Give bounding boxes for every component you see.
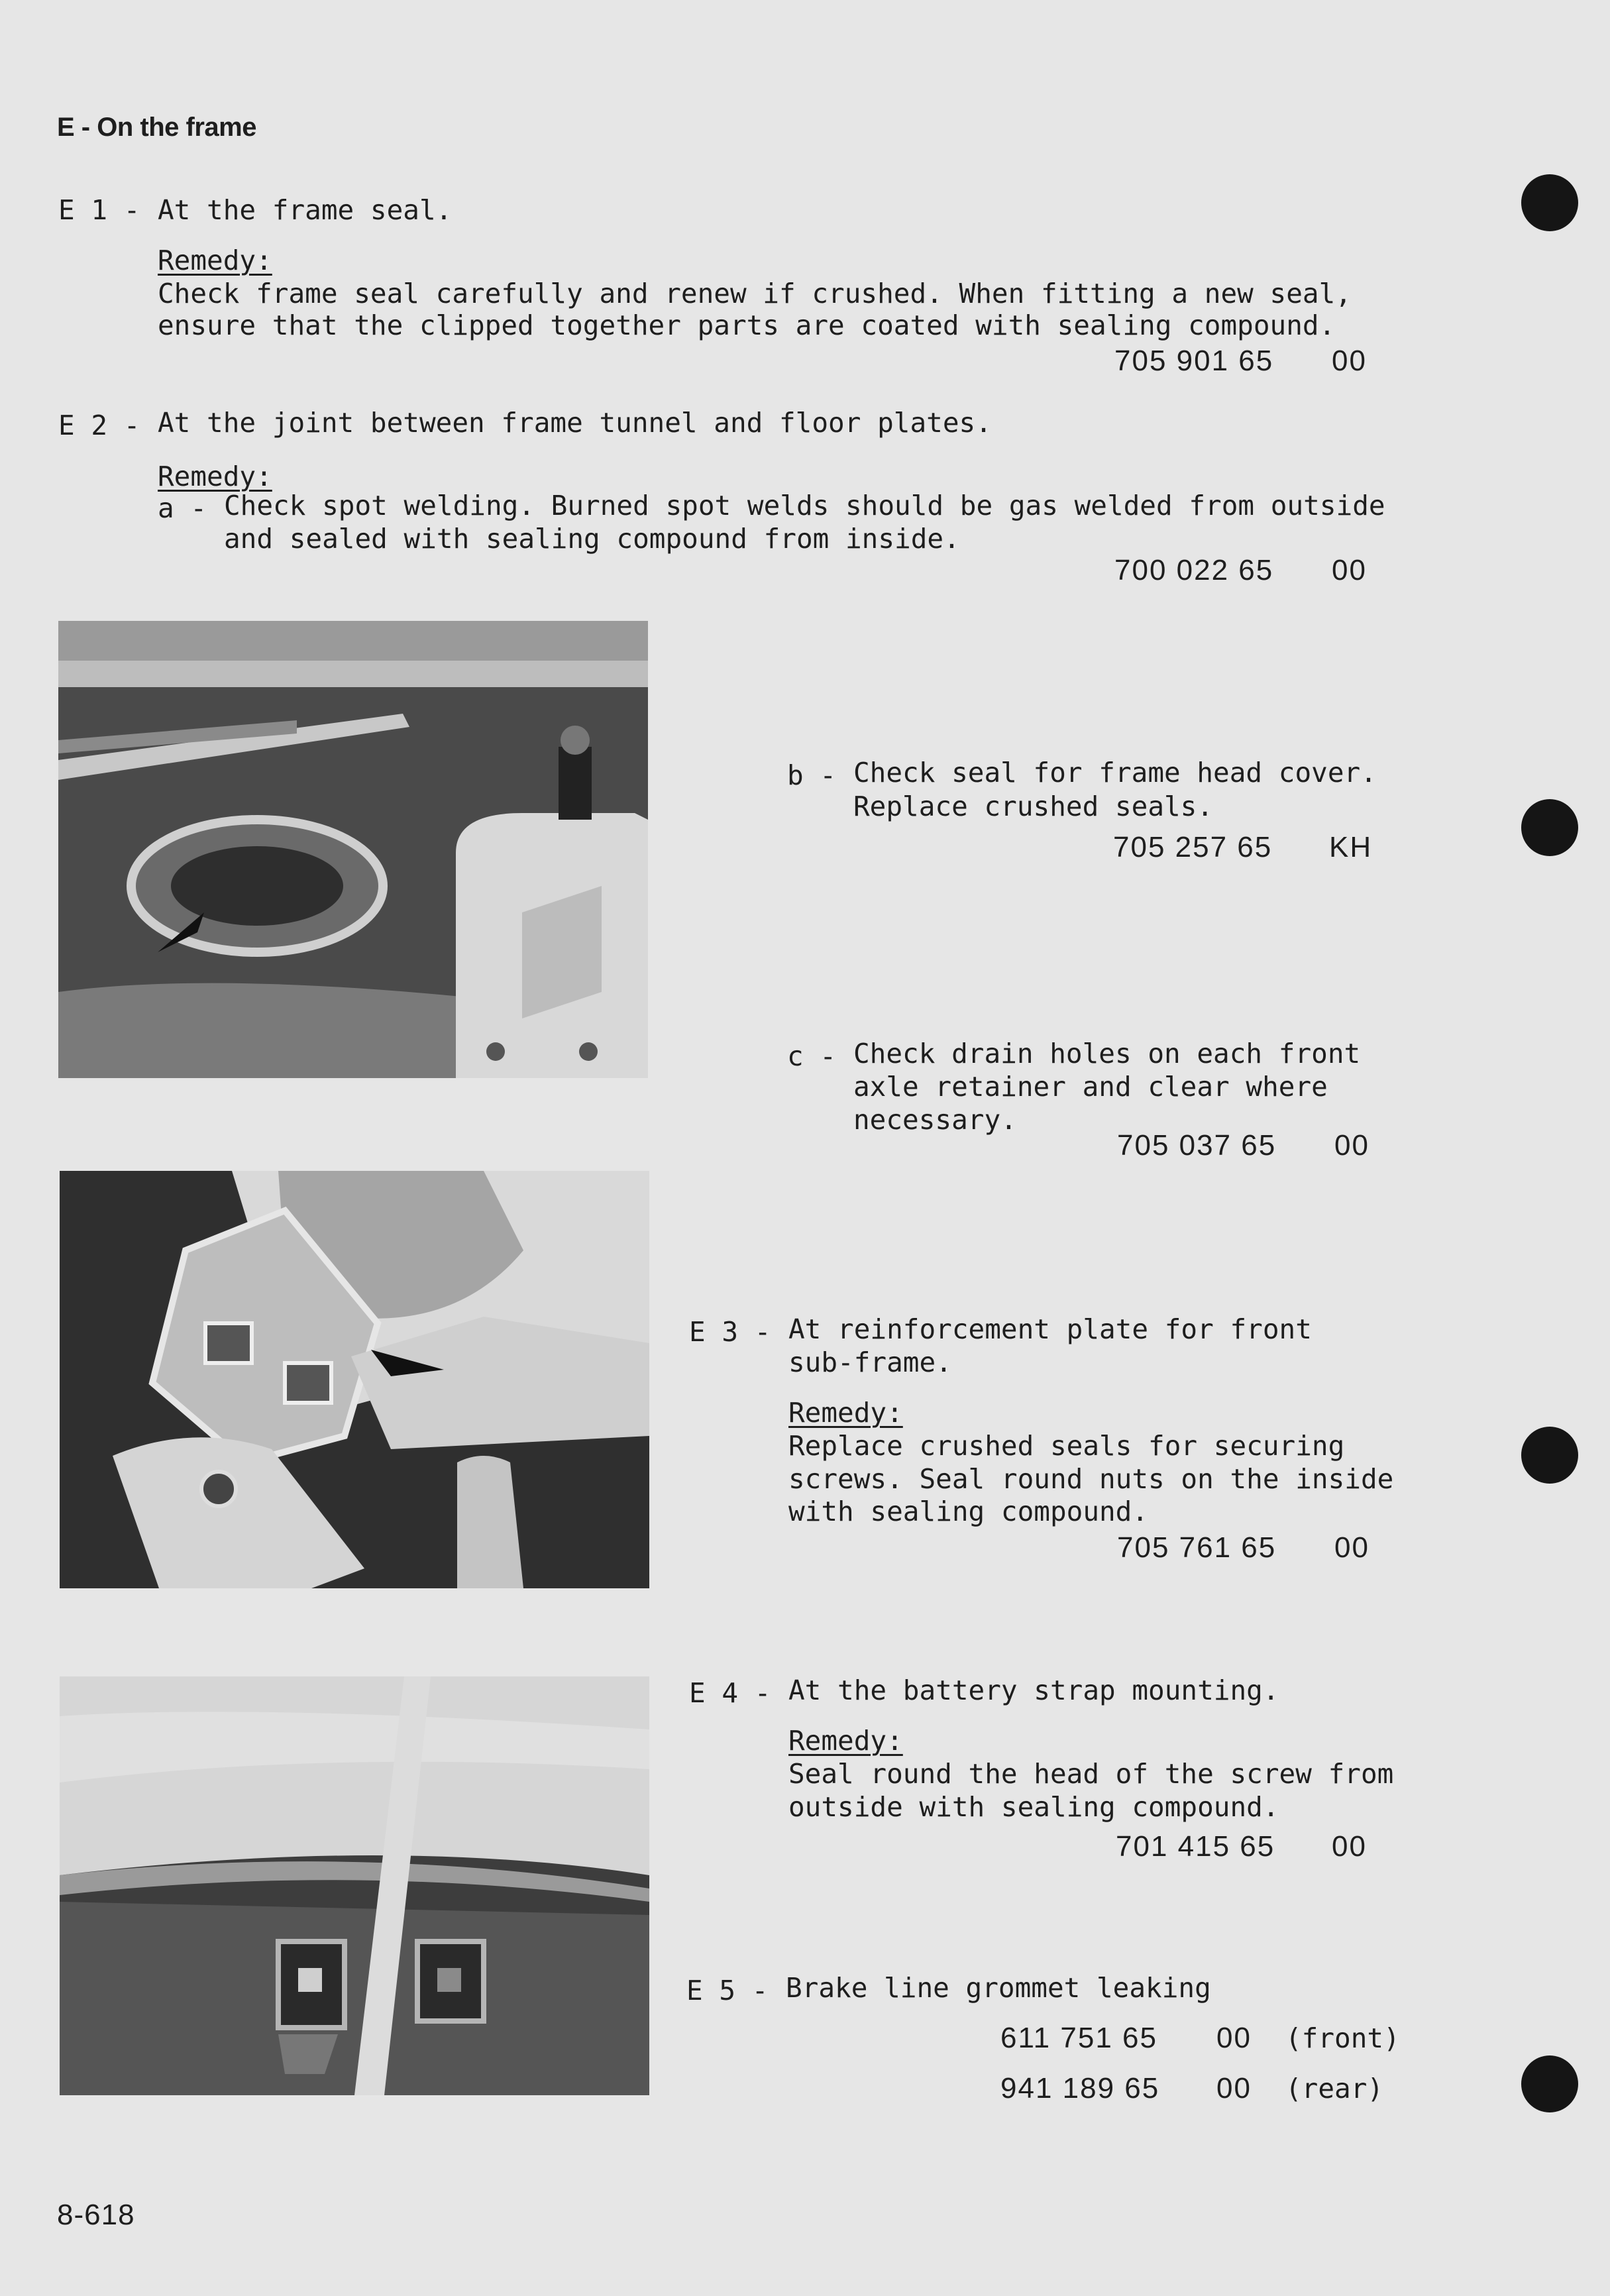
- e2-b-line: Replace crushed seals.: [853, 791, 1214, 822]
- e3-remedy-line: Replace crushed seals for securing: [788, 1430, 1345, 1462]
- e2-c-line: necessary.: [853, 1104, 1017, 1136]
- e2-c-part-code: 00: [1334, 1129, 1369, 1162]
- e1-part-code: 00: [1332, 345, 1367, 377]
- e5-part-note: (front): [1285, 2022, 1400, 2054]
- binder-hole-icon: [1521, 1427, 1578, 1484]
- e3-part-code: 00: [1334, 1531, 1369, 1564]
- e4-remedy-label: Remedy:: [788, 1725, 903, 1757]
- e5-label: E 5 -: [686, 1975, 769, 2006]
- e3-label: E 3 -: [689, 1316, 771, 1348]
- e4-remedy-line: Seal round the head of the screw from: [788, 1758, 1394, 1790]
- page-number: 8-618: [57, 2199, 135, 2231]
- e4-part-number: 701 415 65: [1116, 1830, 1275, 1863]
- e2-title: At the joint between frame tunnel and floor plates.: [158, 407, 992, 439]
- e2-b-part-number: 705 257 65: [1113, 831, 1273, 863]
- e1-title: At the frame seal.: [158, 194, 453, 226]
- e1-remedy-line: Check frame seal carefully and renew if crushed. When fitting a new seal,: [158, 278, 1352, 309]
- photo-frame-head-cover: [58, 621, 648, 1078]
- e1-remedy-line: ensure that the clipped together parts are coated with sealing compound.: [158, 309, 1336, 341]
- e2-c-line: Check drain holes on each front: [853, 1038, 1361, 1069]
- e3-remedy-line: screws. Seal round nuts on the inside: [788, 1463, 1394, 1495]
- e2-b-line: Check seal for frame head cover.: [853, 757, 1377, 789]
- e2-a-part-number: 700 022 65: [1114, 554, 1274, 586]
- e2-label: E 2 -: [58, 410, 140, 441]
- photo-battery-strap-mounting: [60, 1676, 649, 2095]
- e5-part-number: 941 189 65: [1000, 2072, 1160, 2105]
- binder-hole-icon: [1521, 799, 1578, 856]
- e1-part-number: 705 901 65: [1114, 345, 1274, 377]
- photo-reinforcement-plate: [60, 1171, 649, 1588]
- e4-title: At the battery strap mounting.: [788, 1674, 1279, 1706]
- e2-c-part-number: 705 037 65: [1117, 1129, 1277, 1162]
- e1-remedy-label: Remedy:: [158, 245, 272, 276]
- e5-part-code: 00: [1216, 2022, 1252, 2054]
- e3-remedy-line: with sealing compound.: [788, 1496, 1149, 1527]
- e2-c-line: axle retainer and clear where: [853, 1071, 1328, 1103]
- e2-a-part-code: 00: [1332, 554, 1367, 586]
- e5-part-number: 611 751 65: [1000, 2022, 1157, 2054]
- e5-part-note: (rear): [1285, 2073, 1384, 2105]
- e3-title: sub-frame.: [788, 1346, 952, 1378]
- e2-c-label: c -: [787, 1040, 837, 1072]
- e3-part-number: 705 761 65: [1117, 1531, 1277, 1564]
- e2-remedy-label: Remedy:: [158, 461, 272, 492]
- e2-b-label: b -: [787, 759, 837, 791]
- e4-part-code: 00: [1332, 1830, 1367, 1863]
- e2-b-part-code: KH: [1329, 831, 1373, 863]
- e5-part-code: 00: [1216, 2072, 1252, 2105]
- e5-title: Brake line grommet leaking: [786, 1972, 1211, 2004]
- section-heading: E - On the frame: [57, 113, 256, 142]
- e2-a-line: Check spot welding. Burned spot welds should be gas welded from outside: [224, 490, 1385, 521]
- e1-label: E 1 -: [58, 194, 140, 226]
- e4-label: E 4 -: [689, 1677, 771, 1709]
- e3-remedy-label: Remedy:: [788, 1397, 903, 1429]
- e4-remedy-line: outside with sealing compound.: [788, 1791, 1279, 1823]
- e2-a-label: a -: [158, 492, 207, 524]
- binder-hole-icon: [1521, 2055, 1578, 2112]
- binder-hole-icon: [1521, 174, 1578, 231]
- e2-a-line: and sealed with sealing compound from inside.: [224, 523, 960, 555]
- e3-title: At reinforcement plate for front: [788, 1313, 1312, 1345]
